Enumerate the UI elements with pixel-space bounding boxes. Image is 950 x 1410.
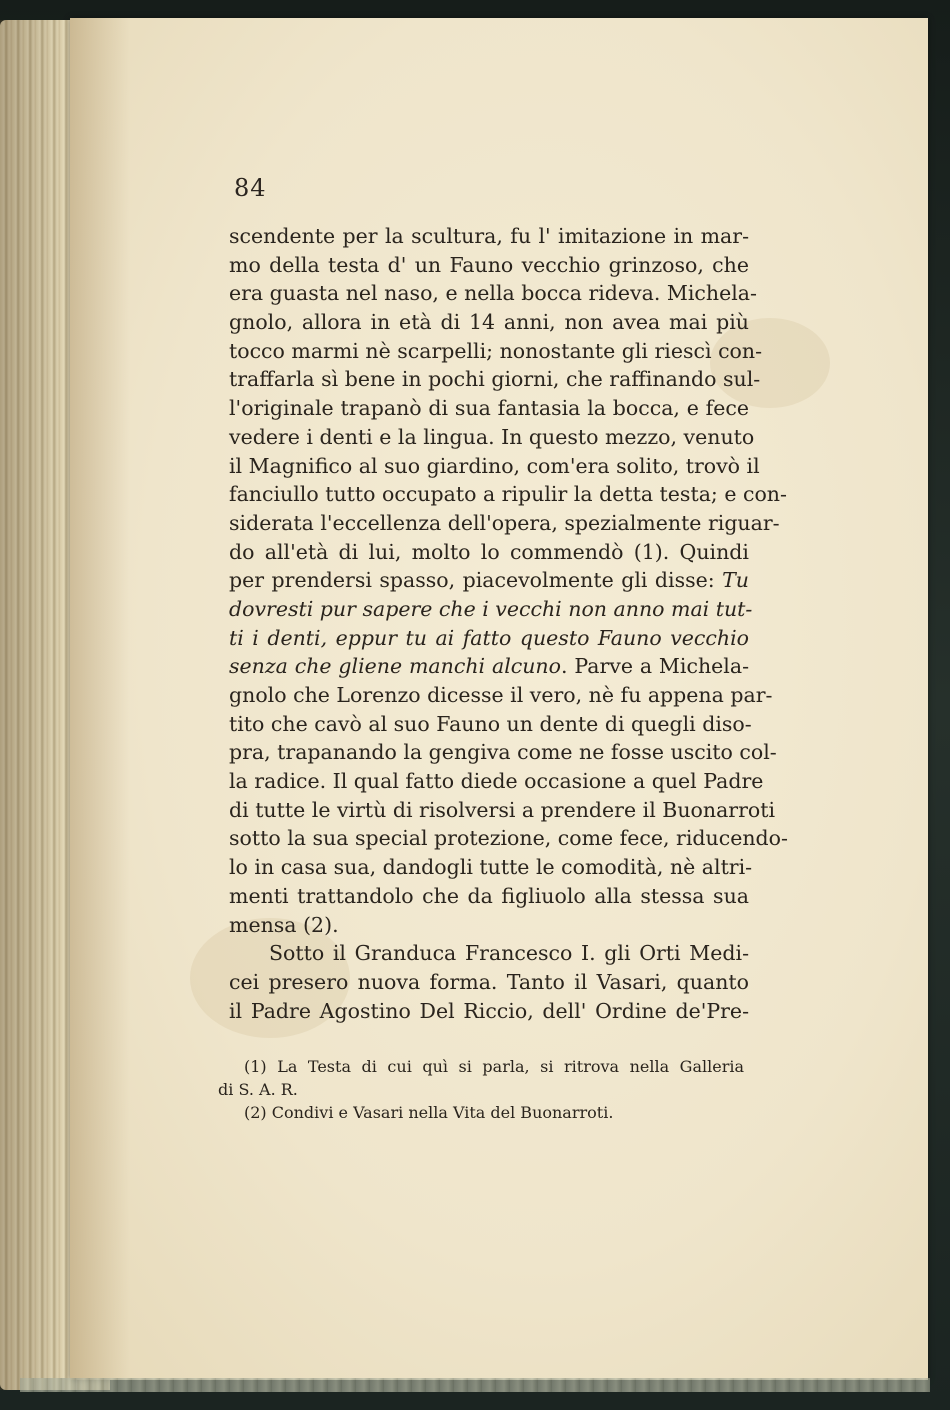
text-line: Sotto il Granduca Francesco I. gli Orti Medi- (269, 941, 749, 966)
text-line: lo in casa sua, dandogli tutte le comodità, nè altri- (229, 855, 753, 880)
text-line: do all'età di lui, molto lo commendò (1). Quindi (229, 539, 749, 564)
text-line: la radice. Il qual fatto diede occasione a quel Padre (229, 769, 764, 794)
text-line: siderata l'eccellenza dell'opera, spezialmente riguar- (229, 510, 780, 535)
text-line: tito che cavò al suo Fauno un dente di quegli diso- (229, 711, 752, 736)
text-line: mo della testa d' un Fauno vecchio grinzoso, che (229, 252, 749, 277)
text-segment: per prendersi spasso, piacevolmente gli disse: (229, 568, 723, 593)
text-line: era guasta nel naso, e nella bocca rideva. Michela- (229, 281, 757, 306)
footnote-line: (2) Condivi e Vasari nella Vita del Buonarroti. (244, 1103, 614, 1122)
text-line: ti i denti, eppur tu ai fatto questo Fauno vecchio (229, 625, 749, 650)
text-line: scendente per la scultura, fu l' imitazione in mar- (229, 224, 749, 248)
text-line: traffarla sì bene in pochi giorni, che raffinando sul- (229, 367, 761, 392)
text-line: cei presero nuova forma. Tanto il Vasari, quanto (229, 969, 749, 994)
text-line: gnolo, allora in età di 14 anni, non avea mai più (229, 310, 749, 335)
text-line: gnolo che Lorenzo dicesse il vero, nè fu appena par- (229, 683, 773, 707)
footnote-line: (1) La Testa di cui quì si parla, si ritrova nella Galleria (244, 1057, 744, 1076)
text-line: di tutte le virtù di risolversi a prendere il Buonarroti (229, 797, 776, 822)
text-line: l'originale trapanò di sua fantasia la bocca, e fece (229, 396, 749, 421)
book-bottom-edge (20, 1378, 930, 1392)
text-line: vedere i denti e la lingua. In questo mezzo, venuto (229, 424, 755, 449)
text-segment: . Parve a Michela- (560, 654, 749, 679)
text-line: mensa (2). (229, 912, 339, 937)
italic-segment: senza che gliene manchi alcuno (229, 654, 561, 679)
italic-segment: Tu (722, 568, 749, 593)
text-line: fanciullo tutto occupato a ripulir la detta testa; e con- (229, 482, 787, 507)
text-line: dovresti pur sapere che i vecchi non anno mai tut- (229, 596, 753, 621)
body-text (229, 222, 788, 1025)
text-line: il Magnifico al suo giardino, com'era solito, trovò il (229, 453, 760, 478)
footnote-line: di S. A. R. (218, 1080, 298, 1099)
footnotes (218, 1055, 744, 1124)
text-line: il Padre Agostino Del Riccio, dell' Ordine de'Pre- (229, 998, 749, 1023)
text-line: menti trattandolo che da figliuolo alla stessa sua (229, 883, 749, 908)
text-line (229, 566, 749, 595)
text-line: tocco marmi nè scarpelli; nonostante gli riescì con- (229, 338, 763, 363)
text-line: sotto la sua special protezione, come fece, riducendo- (229, 826, 788, 851)
text-line (229, 652, 749, 681)
text-line: pra, trapanando la gengiva come ne fosse uscito col- (229, 740, 777, 765)
page-number: 84 (234, 174, 267, 202)
